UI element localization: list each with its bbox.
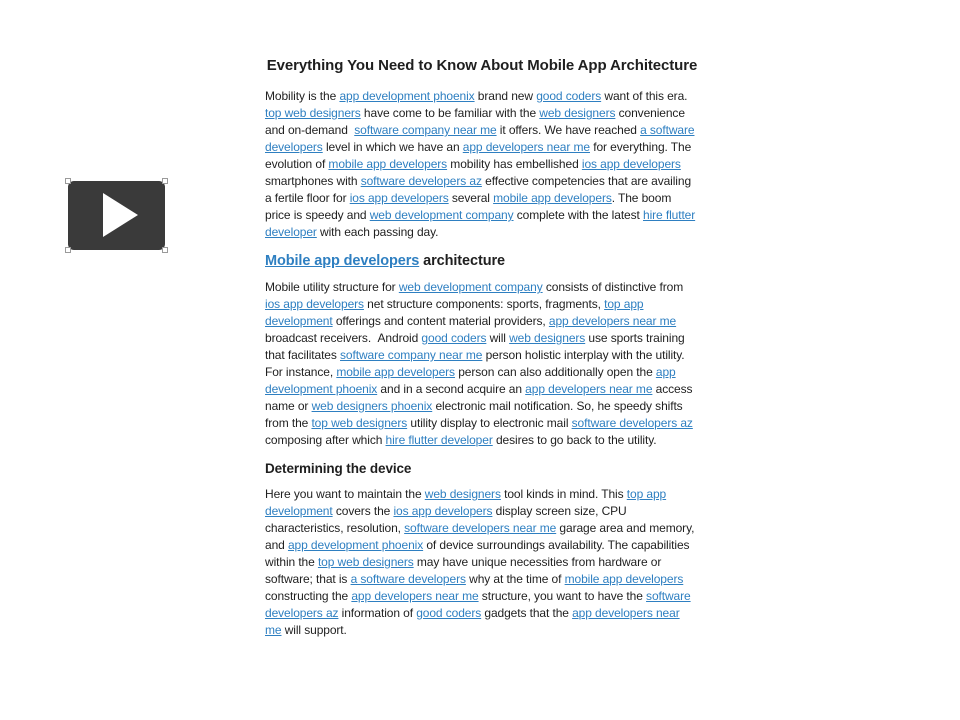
text-link[interactable]: app development phoenix	[287, 538, 424, 552]
play-icon[interactable]	[103, 193, 138, 237]
text-link[interactable]: web development company	[398, 280, 543, 294]
text-link[interactable]: web designers	[509, 331, 586, 345]
text-run: may have unique necessities from hardware or software; that is	[265, 555, 662, 586]
text-link[interactable]: app developers near me	[462, 140, 590, 154]
text-run: offerings and content material providers,	[332, 314, 549, 328]
paragraph-architecture	[265, 279, 699, 449]
text-run: why at the time of	[465, 572, 565, 586]
text-run: mobility has embellished	[447, 157, 582, 171]
section-heading-architecture	[265, 253, 699, 269]
text-run: broadcast receivers. Android	[265, 331, 422, 345]
page-title: Everything You Need to Know About Mobile App Architecture	[266, 57, 698, 74]
text-link[interactable]: web designers phoenix	[311, 399, 433, 413]
text-link[interactable]: app developers near me	[525, 382, 653, 396]
video-player[interactable]	[68, 181, 165, 250]
text-run: Mobile utility structure for	[265, 280, 399, 294]
text-link[interactable]: web designers	[424, 487, 501, 501]
text-link[interactable]: app developers near me	[351, 589, 479, 603]
text-link[interactable]: app developers near me	[265, 606, 680, 637]
text-link[interactable]: a software developers	[350, 572, 466, 586]
text-run: it offers. We have reached	[496, 123, 641, 137]
text-run: tool kinds in mind. This	[500, 487, 627, 501]
text-run: have come to be familiar with the	[360, 106, 540, 120]
text-run: convenience and on-demand	[265, 106, 685, 137]
text-link[interactable]: top app development	[265, 297, 644, 328]
text-link[interactable]: ios app developers	[581, 157, 681, 171]
text-run: . The boom price is speedy and	[265, 191, 672, 222]
text-link[interactable]: ios app developers	[265, 297, 364, 311]
text-run: constructing the	[265, 589, 352, 603]
section-heading-determining-device	[265, 461, 699, 476]
text-run: covers the	[332, 504, 394, 518]
text-link[interactable]: web development company	[369, 208, 514, 222]
text-link[interactable]: Mobile app developers	[265, 253, 420, 269]
selection-handle-top-left[interactable]	[65, 178, 71, 184]
selection-handle-bottom-right[interactable]	[162, 247, 168, 253]
text-link[interactable]: good coders	[416, 606, 482, 620]
text-run: Mobility is the	[265, 89, 340, 103]
text-run: and in a second acquire an	[377, 382, 526, 396]
text-link[interactable]: good coders	[421, 331, 487, 345]
text-run: brand new	[474, 89, 537, 103]
text-link[interactable]: mobile app developers	[328, 157, 448, 171]
text-run: gadgets that the	[481, 606, 573, 620]
text-link[interactable]: ios app developers	[393, 504, 493, 518]
text-run: effective competencies that are availing a fertile floor for	[265, 174, 692, 205]
text-link[interactable]: top web designers	[311, 416, 408, 430]
text-run: for everything. The evolution of	[265, 140, 692, 171]
text-link[interactable]: app development phoenix	[265, 365, 676, 396]
text-link[interactable]: app developers near me	[548, 314, 677, 328]
text-link[interactable]: a software developers	[265, 123, 695, 154]
text-link[interactable]: ios app developers	[349, 191, 449, 205]
text-link[interactable]: software company near me	[340, 348, 483, 362]
selection-handle-top-right[interactable]	[162, 178, 168, 184]
text-link[interactable]: mobile app developers	[564, 572, 684, 586]
text-run: Determining the device	[265, 461, 412, 476]
text-link[interactable]: top web designers	[265, 106, 361, 120]
text-run: electronic mail notification. So, he speedy shifts from the	[265, 399, 683, 430]
text-link[interactable]: software company near me	[354, 123, 497, 137]
text-run: smartphones with	[265, 174, 361, 188]
text-run: information of	[338, 606, 417, 620]
text-run: access name or	[265, 382, 693, 413]
article-body	[265, 57, 699, 651]
text-link[interactable]: software developers az	[360, 174, 482, 188]
text-run: composing after which	[265, 433, 386, 447]
text-link[interactable]: software developers az	[571, 416, 693, 430]
text-run: will	[486, 331, 510, 345]
text-link[interactable]: good coders	[536, 89, 602, 103]
text-run: garage area and memory, and	[265, 521, 695, 552]
text-link[interactable]: web designers	[539, 106, 616, 120]
text-run: desires to go back to the utility.	[492, 433, 657, 447]
text-run: of device surroundings availability. The capabilities within the	[265, 538, 690, 569]
text-run: net structure components: sports, fragments,	[363, 297, 605, 311]
text-run: several	[448, 191, 494, 205]
text-link[interactable]: software developers az	[265, 589, 691, 620]
text-link[interactable]: top app development	[265, 487, 667, 518]
selection-handle-bottom-left[interactable]	[65, 247, 71, 253]
text-run: utility display to electronic mail	[407, 416, 572, 430]
text-run: architecture	[419, 253, 505, 269]
text-run: complete with the latest	[513, 208, 643, 222]
text-run: Here you want to maintain the	[265, 487, 425, 501]
paragraph-determining-device	[265, 486, 699, 639]
paragraph-intro	[265, 88, 699, 241]
text-link[interactable]: software developers near me	[404, 521, 557, 535]
text-run: display screen size, CPU characteristics, resolution,	[265, 504, 627, 535]
text-run: will support.	[281, 623, 347, 637]
text-link[interactable]: top web designers	[317, 555, 414, 569]
text-run: consists of distinctive from	[542, 280, 684, 294]
text-link[interactable]: hire flutter developer	[385, 433, 493, 447]
text-run: want of this era.	[601, 89, 688, 103]
text-link[interactable]: hire flutter developer	[265, 208, 696, 239]
text-run: structure, you want to have the	[478, 589, 647, 603]
text-link[interactable]: mobile app developers	[493, 191, 612, 205]
text-run: use sports training that facilitates	[265, 331, 685, 362]
text-run: person holistic interplay with the utility. For instance,	[265, 348, 685, 379]
text-run: level in which we have an	[322, 140, 463, 154]
text-link[interactable]: mobile app developers	[336, 365, 455, 379]
text-run: with each passing day.	[316, 225, 439, 239]
text-run: person can also additionally open the	[454, 365, 656, 379]
text-link[interactable]: app development phoenix	[339, 89, 475, 103]
